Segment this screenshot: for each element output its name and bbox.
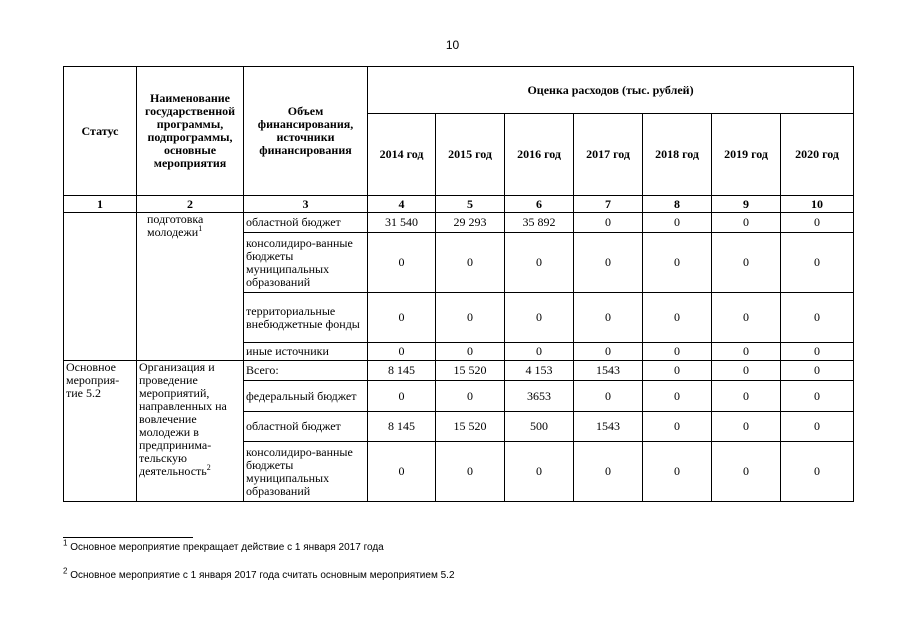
value-cell: 0 <box>643 381 712 412</box>
header-expense-estimate: Оценка расходов (тыс. рублей) <box>368 67 854 114</box>
header-year: 2017 год <box>574 114 643 196</box>
value-cell: 0 <box>781 213 854 233</box>
value-cell: 35 892 <box>505 213 574 233</box>
column-number: 6 <box>505 196 574 213</box>
page-number: 10 <box>445 38 460 52</box>
value-cell: 0 <box>574 381 643 412</box>
value-cell: 0 <box>574 343 643 361</box>
column-number: 3 <box>244 196 368 213</box>
footnote-mark: 1 <box>63 538 68 548</box>
expenditure-table <box>63 66 854 502</box>
header-year: 2020 год <box>781 114 854 196</box>
source-cell: областной бюджет <box>244 412 368 442</box>
value-cell: 0 <box>505 233 574 293</box>
status-cell <box>64 213 137 361</box>
source-cell: Всего: <box>244 361 368 381</box>
value-cell: 0 <box>505 343 574 361</box>
value-cell: 0 <box>643 412 712 442</box>
value-cell: 0 <box>574 213 643 233</box>
column-number: 2 <box>137 196 244 213</box>
source-cell: консолидиро-ванные бюджеты муниципальных образований <box>244 442 368 502</box>
header-program-name: Наименование государственной программы, подпрограммы, основные мероприятия <box>137 67 244 196</box>
value-cell: 0 <box>436 233 505 293</box>
value-cell: 0 <box>781 233 854 293</box>
activity-name-cell <box>137 361 244 502</box>
source-cell: федеральный бюджет <box>244 381 368 412</box>
source-cell: консолидиро-ванные бюджеты муниципальных образований <box>244 233 368 293</box>
value-cell: 0 <box>574 293 643 343</box>
header-year: 2019 год <box>712 114 781 196</box>
footnote <box>63 566 455 581</box>
value-cell: 0 <box>436 442 505 502</box>
value-cell: 0 <box>712 293 781 343</box>
header-year: 2015 год <box>436 114 505 196</box>
source-cell: иные источники <box>244 343 368 361</box>
value-cell: 0 <box>643 442 712 502</box>
footnote-mark: 2 <box>63 566 68 576</box>
value-cell: 31 540 <box>368 213 436 233</box>
value-cell: 0 <box>643 213 712 233</box>
value-cell: 3653 <box>505 381 574 412</box>
value-cell: 0 <box>643 293 712 343</box>
header-year: 2014 год <box>368 114 436 196</box>
column-number: 9 <box>712 196 781 213</box>
value-cell: 0 <box>436 343 505 361</box>
footnote-text: Основное мероприятие с 1 января 2017 года считать основным мероприятием 5.2 <box>70 570 455 581</box>
status-cell: Основное мероприя-тие 5.2 <box>64 361 137 502</box>
value-cell: 0 <box>574 233 643 293</box>
column-number: 7 <box>574 196 643 213</box>
column-number: 10 <box>781 196 854 213</box>
value-cell: 1543 <box>574 412 643 442</box>
value-cell: 0 <box>712 412 781 442</box>
value-cell: 4 153 <box>505 361 574 381</box>
value-cell: 0 <box>574 442 643 502</box>
value-cell: 0 <box>712 361 781 381</box>
value-cell: 500 <box>505 412 574 442</box>
activity-name: подготовка молодежи <box>147 212 204 239</box>
value-cell: 29 293 <box>436 213 505 233</box>
column-number: 1 <box>64 196 137 213</box>
value-cell: 0 <box>368 293 436 343</box>
header-status: Статус <box>64 67 137 196</box>
value-cell: 0 <box>712 381 781 412</box>
value-cell: 0 <box>712 343 781 361</box>
footnote-ref: 1 <box>198 224 203 233</box>
value-cell: 0 <box>643 343 712 361</box>
value-cell: 0 <box>505 442 574 502</box>
value-cell: 0 <box>781 442 854 502</box>
value-cell: 0 <box>781 361 854 381</box>
activity-name: Организация и проведение мероприятий, направленных на вовлечение молодежи в предпринима-тельскую деятельность <box>139 360 227 478</box>
value-cell: 0 <box>712 442 781 502</box>
column-number: 4 <box>368 196 436 213</box>
value-cell: 1543 <box>574 361 643 381</box>
value-cell: 0 <box>781 412 854 442</box>
value-cell: 8 145 <box>368 361 436 381</box>
value-cell: 0 <box>712 213 781 233</box>
header-financing-volume: Объем финансирования, источники финансирования <box>244 67 368 196</box>
value-cell: 0 <box>781 381 854 412</box>
value-cell: 0 <box>643 233 712 293</box>
value-cell: 8 145 <box>368 412 436 442</box>
value-cell: 0 <box>368 442 436 502</box>
column-number: 8 <box>643 196 712 213</box>
header-year: 2016 год <box>505 114 574 196</box>
value-cell: 0 <box>643 361 712 381</box>
header-year: 2018 год <box>643 114 712 196</box>
value-cell: 0 <box>436 381 505 412</box>
source-cell: территориальные внебюджетные фонды <box>244 293 368 343</box>
activity-name-cell <box>137 213 244 361</box>
value-cell: 15 520 <box>436 361 505 381</box>
footnote-text: Основное мероприятие прекращает действие с 1 января 2017 года <box>70 542 384 553</box>
value-cell: 0 <box>436 293 505 343</box>
value-cell: 0 <box>368 233 436 293</box>
value-cell: 15 520 <box>436 412 505 442</box>
value-cell: 0 <box>781 293 854 343</box>
footnote-separator <box>63 537 193 538</box>
value-cell: 0 <box>712 233 781 293</box>
source-cell: областной бюджет <box>244 213 368 233</box>
footnote-ref: 2 <box>206 463 211 472</box>
value-cell: 0 <box>505 293 574 343</box>
value-cell: 0 <box>368 381 436 412</box>
column-number: 5 <box>436 196 505 213</box>
value-cell: 0 <box>368 343 436 361</box>
footnote <box>63 538 384 553</box>
value-cell: 0 <box>781 343 854 361</box>
